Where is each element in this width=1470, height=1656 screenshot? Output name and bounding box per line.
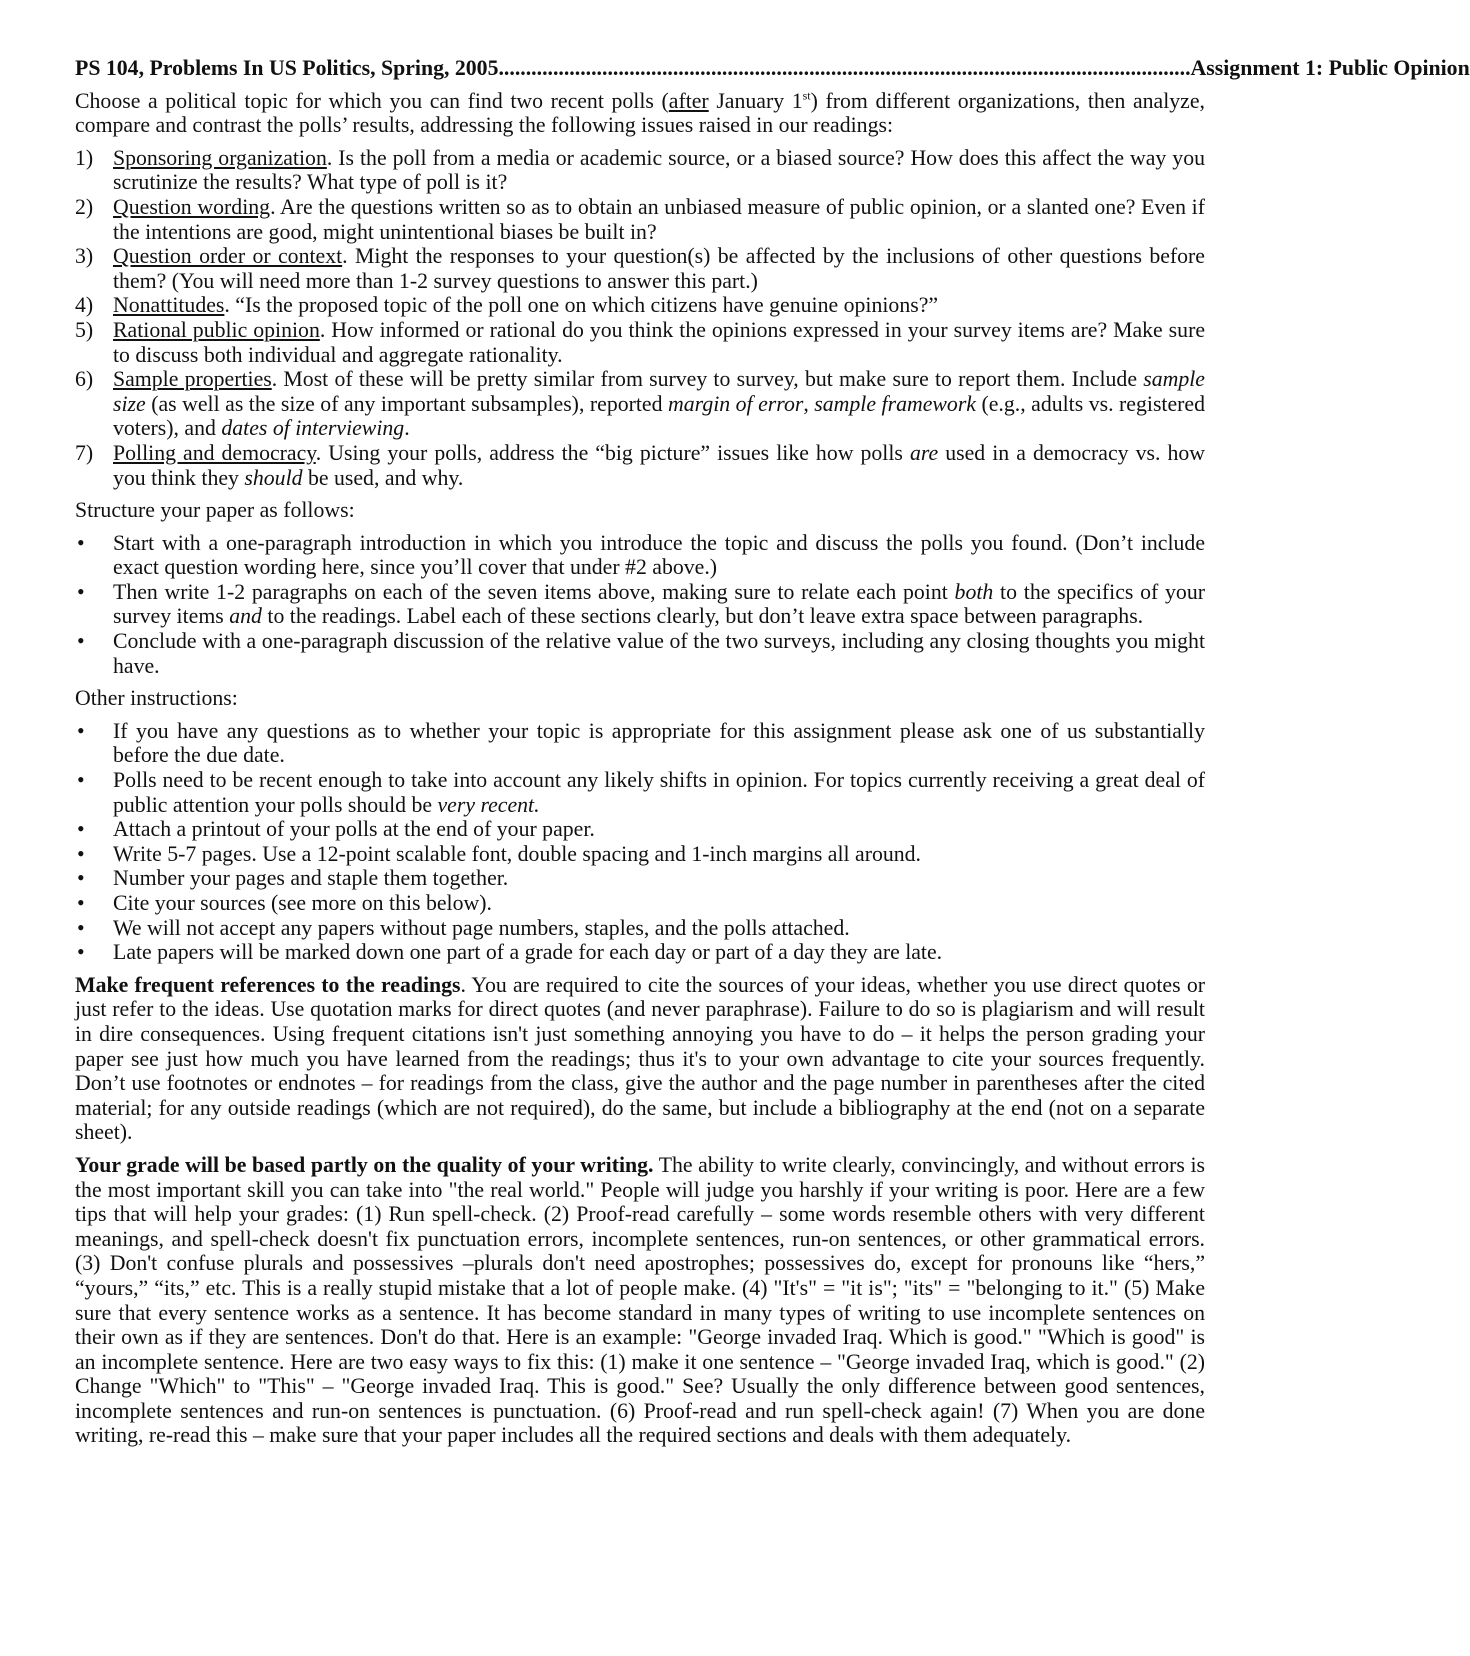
- list-item: • Polls need to be recent enough to take into account any likely shifts in opinion. For topics currently receiving a great deal of public attention your polls should be very recent.: [75, 768, 1205, 817]
- list-item: • Number your pages and staple them together.: [75, 866, 1205, 891]
- other-instructions-heading: Other instructions:: [75, 686, 238, 711]
- writing-quality-paragraph: Your grade will be based partly on the quality of your writing. The ability to write clearly, convincingly, and without errors is the most important skill you can take into "the real world." People will judge you harshly if your writing is poor. Here are a few tips that will help your grades: (1) Run spell-check. (2) Proof-read carefully – some words resemble others with very different meanings, and spell-check doesn't fix punctuation errors, incomplete sentences, run-on sentences, or other grammatical errors. (3) Don't confuse plurals and possessives –plurals don't need apostrophes; possessives do, except for pronouns like “hers,” “yours,” “its,” etc. This is a really stupid mistake that a lot of people make. (4) "It's" = "it is"; "its" = "belonging to it." (5) Make sure that every sentence works as a sentence. It has become standard in many types of writing to use incomplete sentences on their own as if they are sentences. Don't do that. Here is an example: "George invaded Iraq. Which is good." "Which is good" is an incomplete sentence. Here are two easy ways to fix this: (1) make it one sentence – "George invaded Iraq, which is good." (2) Change "Which" to "This" – "George invaded Iraq. This is good." See? Usually the only difference between good sentences, incomplete sentences and run-on sentences is punctuation. (6) Proof-read and run spell-check again! (7) When you are done writing, re-read this – make sure that your paper includes all the required sections and deals with them adequately.: [75, 1152, 1205, 1448]
- list-item: • If you have any questions as to whether your topic is appropriate for this assignment please ask one of us substantially before the due date.: [75, 719, 1205, 768]
- issue-item: 7) Polling and democracy. Using your polls, address the “big picture” issues like how polls are used in a democracy vs. how you think they should be used, and why.: [75, 440, 1205, 490]
- structure-heading: Structure your paper as follows:: [75, 498, 355, 523]
- list-item: • Write 5-7 pages. Use a 12-point scalable font, double spacing and 1-inch margins all around.: [75, 842, 1205, 867]
- issue-item: 5) Rational public opinion. How informed or rational do you think the opinions expressed in your survey items are? Make sure to discuss both individual and aggregate rationality.: [75, 317, 1206, 367]
- course-title: PS 104, Problems In US Politics, Spring, 2005: [75, 56, 499, 80]
- intro-paragraph: Choose a political topic for which you can find two recent polls (after January 1st) from different organizations, then analyze, compare and contrast the polls’ results, addressing the following issues raised in our readings:: [75, 88, 1205, 138]
- list-item: • Cite your sources (see more on this below).: [75, 891, 1205, 916]
- issue-item: 6) Sample properties. Most of these will be pretty similar from survey to survey, but make sure to report them. Include sample size (as well as the size of any important subsamples), reported margin of error, sample framework (e.g., adults vs. registered voters), and dates of interviewing.: [75, 367, 1205, 441]
- issues-list: [75, 146, 1205, 490]
- list-item: • Attach a printout of your polls at the end of your paper.: [75, 817, 1205, 842]
- after-emphasis: after: [668, 88, 709, 113]
- list-item: • We will not accept any papers without page numbers, staples, and the polls attached.: [75, 916, 1205, 941]
- other-instructions-list: [75, 719, 1205, 965]
- header-leader-dots: ...............................................................................................................................: [498, 56, 1191, 80]
- issue-item: 3) Question order or context. Might the responses to your question(s) be affected by the inclusions of other questions before them? (You will need more than 1-2 survey questions to answer this part.): [75, 244, 1205, 293]
- list-item: • Then write 1-2 paragraphs on each of the seven items above, making sure to relate each point both to the specifics of your survey items and to the readings. Label each of these sections clearly, but don’t leave extra space between paragraphs.: [75, 580, 1205, 629]
- list-item: • Late papers will be marked down one part of a grade for each day or part of a day they are late.: [75, 940, 1205, 965]
- issue-item: 2) Question wording. Are the questions written so as to obtain an unbiased measure of public opinion, or a slanted one? Even if the intentions are good, might unintentional biases be built in?: [75, 194, 1205, 244]
- document-header: [75, 56, 1470, 81]
- list-item: • Start with a one-paragraph introduction in which you introduce the topic and discuss the polls you found. (Don’t include exact question wording here, since you’ll cover that under #2 above.): [75, 531, 1205, 580]
- structure-list: [75, 531, 1205, 679]
- assignment-document: [75, 56, 1470, 1456]
- issue-item: 1) Sponsoring organization. Is the poll from a media or academic source, or a biased source? How does this affect the way you scrutinize the results? What type of poll is it?: [75, 145, 1205, 195]
- assignment-title: Assignment 1: Public Opinion: [1190, 56, 1470, 80]
- issue-item: 4) Nonattitudes. “Is the proposed topic of the poll one on which citizens have genuine opinions?”: [75, 293, 939, 318]
- readings-paragraph: Make frequent references to the readings. You are required to cite the sources of your ideas, whether you use direct quotes or just refer to the ideas. Use quotation marks for direct quotes (and never paraphrase). Failure to do so is plagiarism and will result in dire consequences. Using frequent citations isn't just something annoying you have to do – it helps the person grading your paper see just how much you have learned from the readings; thus it's to your own advantage to cite your sources frequently. Don’t use footnotes or endnotes – for readings from the class, give the author and the page number in parentheses after the cited material; for any outside readings (which are not required), do the same, but include a bibliography at the end (not on a separate sheet).: [75, 972, 1205, 1145]
- list-item: • Conclude with a one-paragraph discussion of the relative value of the two surveys, including any closing thoughts you might have.: [75, 629, 1205, 678]
